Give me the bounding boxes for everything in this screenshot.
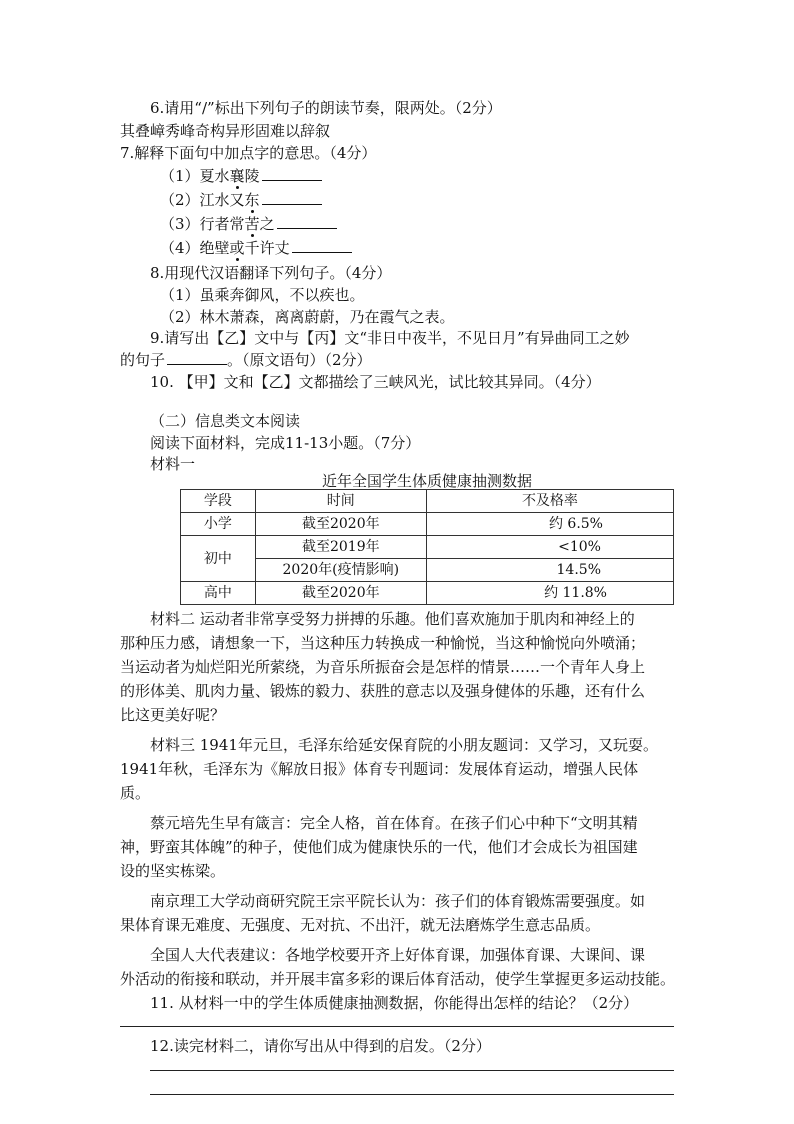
header-rate: 不及格率 — [426, 490, 673, 513]
cell-time: 2020年(疫情影响) — [255, 559, 426, 582]
material2-line: 当运动者为灿烂阳光所萦绕，为音乐所振奋会是怎样的情景……一个青年人身上 — [120, 658, 646, 676]
cell-time: 截至2020年 — [255, 582, 426, 605]
cell-time: 截至2019年 — [255, 536, 426, 559]
cell-stage: 高中 — [181, 582, 256, 605]
wang-line: 南京理工大学动商研究院王宗平院长认为：孩子们的体育锻炼需要强度。如 — [150, 892, 646, 910]
cell-rate: 约 6.5% — [426, 513, 673, 536]
header-time: 时间 — [255, 490, 426, 513]
cell-rate: <10% — [426, 536, 673, 559]
q6-prompt: 6.请用“/”标出下列句子的朗读节奏，限两处。（2分） — [150, 99, 502, 117]
section-title: （二）信息类文本阅读 — [150, 412, 301, 430]
material3-line: 1941年秋，毛泽东为《解放日报》体育专刊题词：发展体育运动，增强人民体 — [120, 760, 639, 778]
q8-prompt: 8.用现代汉语翻译下列句子。（4分） — [150, 264, 392, 282]
answer-blank[interactable] — [262, 190, 322, 205]
q11-prompt: 11. 从材料一中的学生体质健康抽测数据，你能得出怎样的结论？（2分） — [150, 994, 639, 1012]
q7-item-1: （1）夏水襄陵 — [160, 164, 322, 188]
wang-line: 果体育课无难度、无强度、无对抗、不出汗，就无法磨炼学生意志品质。 — [120, 916, 601, 934]
section-instruction: 阅读下面材料，完成11-13小题。（7分） — [150, 434, 421, 452]
q8-item-2: （2）林木萧森，离离蔚蔚，乃在霞气之表。 — [160, 308, 455, 326]
answer-blank[interactable] — [277, 214, 337, 229]
q9-line1: 9.请写出【乙】文中与【丙】文“非日中夜半，不见日月”有异曲同工之妙 — [150, 329, 630, 347]
q8-item-1: （1）虽乘奔御风，不以疾也。 — [160, 286, 365, 304]
material2-line: 那种压力感，请想象一下，当这种压力转换成一种愉悦，当这种愉悦向外喷涌； — [120, 634, 646, 652]
answer-blank[interactable] — [292, 238, 352, 253]
answer-line[interactable] — [150, 1094, 674, 1095]
answer-blank[interactable] — [167, 350, 227, 365]
npc-line: 外活动的衔接和联动，并开展丰富多彩的课后体育活动，使学生掌握更多运动技能。 — [120, 970, 676, 988]
table-row — [181, 559, 674, 582]
header-stage: 学段 — [181, 490, 256, 513]
answer-blank[interactable] — [262, 166, 322, 181]
material2-line: 材料二 运动者非常享受努力拼搏的乐趣。他们喜欢施加于肌肉和神经上的 — [150, 610, 635, 628]
material3-line: 材料三 1941年元旦，毛泽东给延安保育院的小朋友题词：又学习，又玩耍。 — [150, 736, 658, 754]
cell-rate: 约 11.8% — [426, 582, 673, 605]
table-row — [181, 582, 674, 605]
material3-line: 质。 — [120, 784, 151, 802]
cell-stage: 初中 — [181, 536, 256, 582]
npc-line: 全国人大代表建议：各地学校要开齐上好体育课，加强体育课、大课间、课 — [150, 946, 646, 964]
health-data-table — [180, 489, 674, 605]
q7-prompt: 7.解释下面句中加点字的意思。（4分） — [120, 144, 377, 162]
material2-line: 比这更美好呢？ — [120, 706, 226, 724]
table-header-row — [181, 490, 674, 513]
cai-line: 蔡元培先生早有箴言：完全人格，首在体育。在孩子们心中种下“文明其精 — [150, 814, 638, 832]
q12-prompt: 12.读完材料二，请你写出从中得到的启发。（2分） — [150, 1037, 491, 1055]
answer-line[interactable] — [150, 1070, 674, 1071]
answer-line[interactable] — [120, 1026, 674, 1027]
dotted-char: 或 — [229, 239, 245, 257]
table-caption: 近年全国学生体质健康抽测数据 — [321, 472, 532, 490]
cell-time: 截至2020年 — [255, 513, 426, 536]
dotted-char: 苦 — [244, 215, 260, 233]
cell-rate: 14.5% — [426, 559, 673, 582]
q10-text: 10. 【甲】文和【乙】文都描绘了三峡风光，试比较其异同。（4分） — [150, 373, 601, 391]
material1-label: 材料一 — [150, 455, 196, 473]
dotted-char: 东 — [244, 191, 260, 209]
table-row — [181, 513, 674, 536]
q7-item-3: （3）行者常苦之 — [160, 212, 337, 236]
q6-sentence: 其叠嶂秀峰奇构异形固难以辞叙 — [120, 122, 331, 140]
dotted-char: 襄 — [229, 167, 245, 185]
cai-line: 神，野蛮其体魄”的种子，使他们成为健康快乐的一代，他们才会成长为祖国建 — [120, 838, 638, 856]
material2-line: 的形体美、肌肉力量、锻炼的毅力、获胜的意志以及强身健体的乐趣，还有什么 — [120, 682, 646, 700]
cell-stage: 小学 — [181, 513, 256, 536]
q7-item-2: （2）江水又东 — [160, 188, 322, 212]
table-row — [181, 536, 674, 559]
q9-line2: 的句子 。（原文语句）（2分） — [120, 351, 372, 369]
q7-item-4: （4）绝壁或千许丈 — [160, 236, 352, 260]
cai-line: 设的坚实栋梁。 — [120, 862, 226, 880]
